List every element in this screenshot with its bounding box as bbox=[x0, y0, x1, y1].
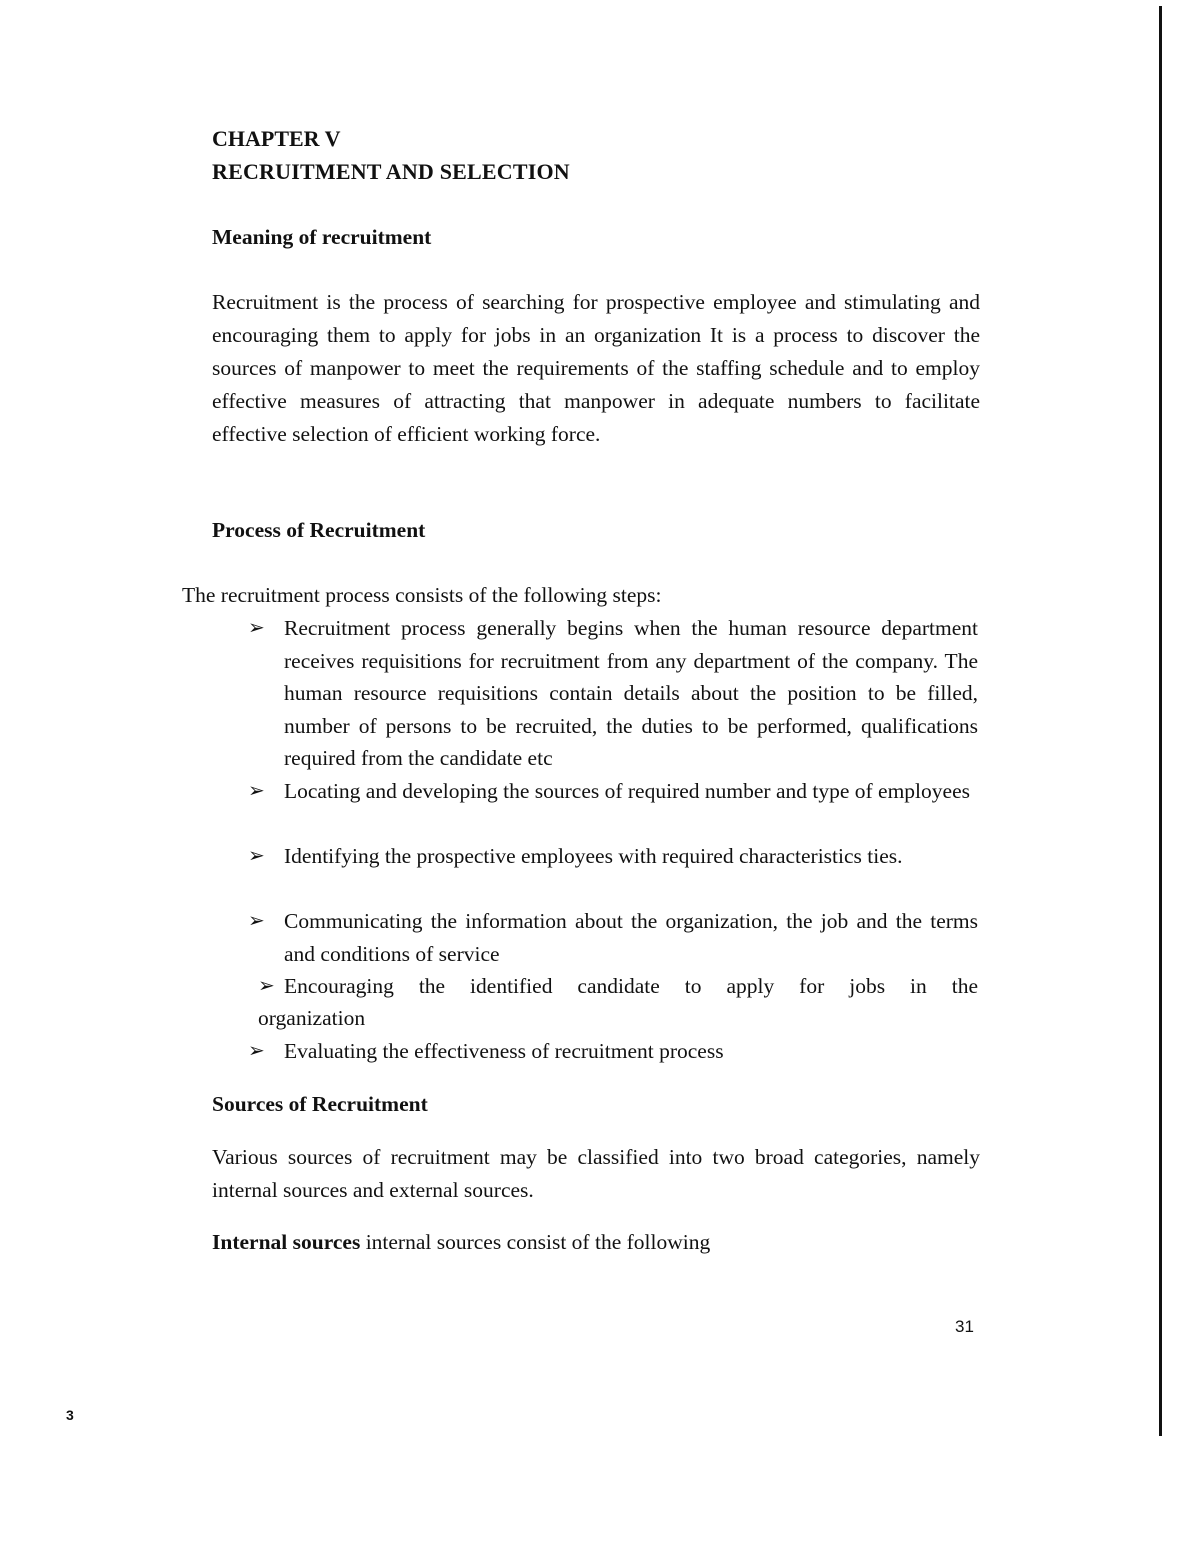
sources-heading: Sources of Recruitment bbox=[212, 1092, 428, 1116]
sources-paragraph: Various sources of recruitment may be classified into two broad categories, namely internal sources and external sources. bbox=[212, 1145, 980, 1202]
corner-number: 3 bbox=[66, 1407, 74, 1423]
bullet-icon: ➢ bbox=[258, 975, 275, 997]
process-intro: The recruitment process consists of the following steps: bbox=[182, 583, 662, 607]
bullet-icon: ➢ bbox=[248, 845, 265, 867]
process-step-5-continued: organization bbox=[258, 1006, 366, 1030]
bullet-icon: ➢ bbox=[248, 780, 265, 802]
bullet-icon: ➢ bbox=[248, 617, 265, 639]
chapter-label: CHAPTER V bbox=[212, 126, 341, 151]
internal-sources-label: Internal sources bbox=[212, 1230, 361, 1254]
process-step-5: Encouraging the identified candidate to apply for jobs in the bbox=[284, 974, 978, 998]
bullet-icon: ➢ bbox=[248, 910, 265, 932]
meaning-heading: Meaning of recruitment bbox=[212, 225, 432, 249]
process-step-6: Evaluating the effectiveness of recruitment process bbox=[284, 1039, 724, 1063]
process-step-4: Communicating the information about the organization, the job and the terms and conditions of service bbox=[284, 909, 978, 966]
internal-sources-line bbox=[212, 1226, 710, 1259]
process-step-2: Locating and developing the sources of required number and type of employees bbox=[284, 779, 970, 803]
process-step-1: Recruitment process generally begins when the human resource department receives requisitions for recruitment from any department of the company. The human resource requisitions contain details about the position to be filled, number of persons to be recruited, the duties to be performed, qualifications required from the candidate etc bbox=[284, 616, 978, 770]
bullet-icon: ➢ bbox=[248, 1040, 265, 1062]
internal-sources-text: internal sources consist of the following bbox=[360, 1230, 711, 1254]
page-edge-line bbox=[1159, 6, 1162, 1436]
meaning-paragraph: Recruitment is the process of searching for prospective employee and stimulating and encouraging them to apply for jobs in an organization It is a process to discover the sources of manpower to meet the requirements of the staffing schedule and to employ effective measures of attracting that manpower in adequate numbers to facilitate effective selection of efficient working force. bbox=[212, 290, 980, 446]
process-step-3: Identifying the prospective employees with required characteristics ties. bbox=[284, 844, 903, 868]
process-heading: Process of Recruitment bbox=[212, 518, 426, 542]
chapter-title: RECRUITMENT AND SELECTION bbox=[212, 159, 570, 184]
page-number: 31 bbox=[955, 1317, 974, 1336]
